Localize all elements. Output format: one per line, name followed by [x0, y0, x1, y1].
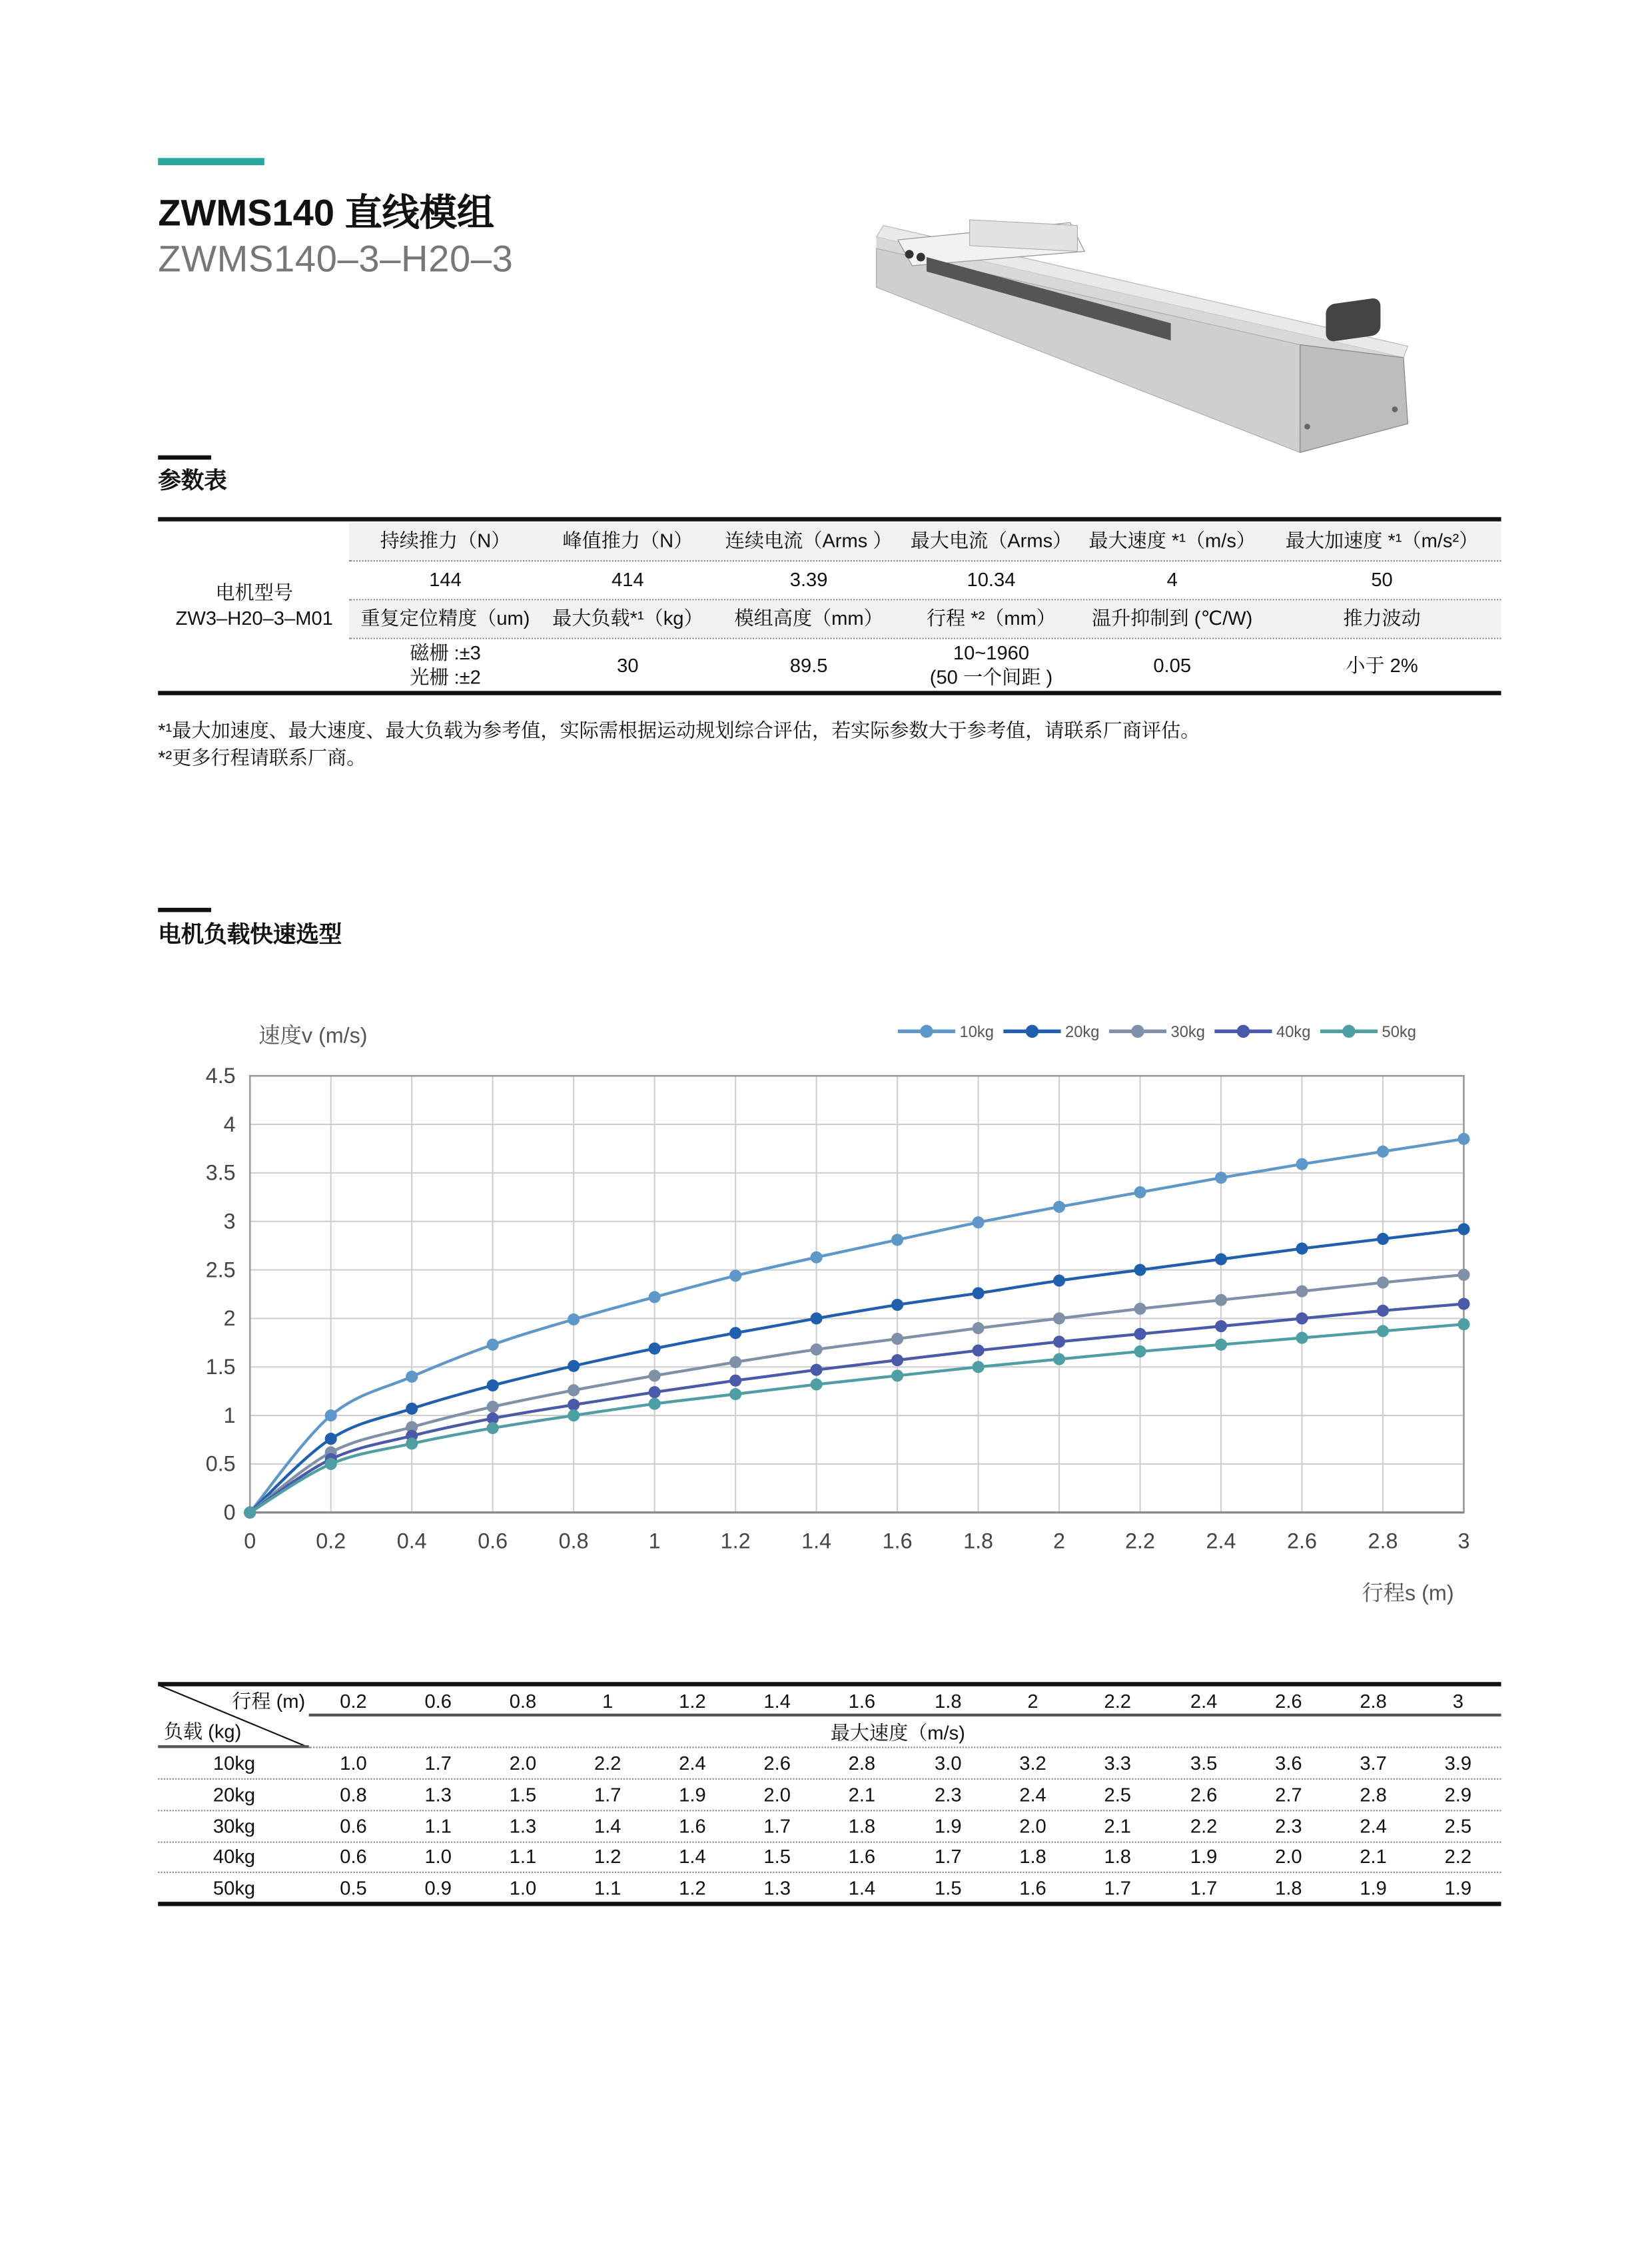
speed-value: 3.7: [1360, 1752, 1387, 1774]
data-point-10kg: [811, 1252, 823, 1264]
section-bar: [158, 908, 211, 912]
param-value: 0.05: [1153, 655, 1192, 677]
data-point-10kg: [649, 1291, 661, 1303]
data-point-10kg: [973, 1216, 985, 1228]
speed-value: 2.5: [1104, 1784, 1132, 1806]
legend-label: 30kg: [1170, 1023, 1205, 1041]
speed-value: 2.0: [1019, 1815, 1046, 1838]
speed-value: 0.8: [340, 1784, 367, 1806]
accent-bar: [158, 158, 264, 165]
data-point-10kg: [1134, 1186, 1146, 1198]
data-point-20kg: [487, 1379, 499, 1391]
data-point-20kg: [649, 1343, 661, 1355]
stroke-value: 1.4: [763, 1690, 791, 1712]
table-top-rule: [158, 517, 1501, 521]
speed-value: 0.5: [340, 1877, 367, 1899]
speed-value: 1.8: [1104, 1846, 1132, 1868]
speed-value: 1.7: [1104, 1877, 1132, 1899]
speed-value: 3.0: [935, 1752, 962, 1774]
param-value: 89.5: [789, 655, 828, 677]
data-point-30kg: [891, 1333, 903, 1345]
param-value: 4: [1166, 568, 1178, 591]
data-point-40kg: [1053, 1335, 1065, 1347]
load-label: 20kg: [212, 1784, 256, 1806]
y-tick-label: 2.5: [205, 1258, 236, 1282]
footnote-1: *¹最大加速度、最大速度、最大负载为参考值，实际需根据运动规划综合评估，若实际参数大于参考值，请联系厂商评估。: [158, 719, 1200, 741]
speed-value: 1.7: [935, 1846, 962, 1868]
speed-value: 1.3: [509, 1815, 537, 1838]
y-tick-label: 1.5: [205, 1355, 236, 1379]
y-tick-label: 4.5: [205, 1064, 236, 1088]
speed-value: 2.0: [763, 1784, 791, 1806]
data-point-20kg: [1296, 1242, 1308, 1254]
speed-value: 1.8: [1275, 1877, 1302, 1899]
data-point-30kg: [1215, 1294, 1227, 1306]
speed-value: 2.4: [1019, 1784, 1046, 1806]
x-tick-label: 0: [244, 1529, 256, 1553]
stroke-value: 2: [1027, 1690, 1038, 1712]
motor-label: 电机型号: [215, 581, 293, 603]
speed-value: 2.1: [1360, 1846, 1387, 1868]
data-point-50kg: [649, 1398, 661, 1410]
speed-value: 2.4: [1360, 1815, 1387, 1838]
param-value: 3.39: [789, 568, 828, 591]
x-tick-label: 1: [648, 1529, 661, 1553]
speed-value: 1.6: [1019, 1877, 1046, 1899]
speed-value: 2.8: [848, 1752, 876, 1774]
data-point-50kg: [891, 1369, 903, 1381]
x-tick-label: 0.8: [558, 1529, 589, 1553]
speed-value: 1.9: [1360, 1877, 1387, 1899]
model-subtitle: ZWMS140–3–H20–3: [158, 236, 514, 280]
data-point-30kg: [973, 1322, 985, 1334]
y-axis-label: 速度v (m/s): [258, 1023, 368, 1048]
speed-value: 1.9: [1444, 1877, 1472, 1899]
param-header: 峰值推力（N）: [562, 530, 693, 552]
data-point-20kg: [325, 1433, 337, 1445]
data-point-10kg: [1377, 1146, 1389, 1158]
speed-value: 1.7: [763, 1815, 791, 1838]
data-point-30kg: [568, 1384, 580, 1396]
load-label: 10kg: [212, 1752, 256, 1774]
stroke-value: 1.8: [935, 1690, 962, 1712]
x-tick-label: 2.8: [1368, 1529, 1398, 1553]
stroke-value: 2.8: [1360, 1690, 1387, 1712]
param-header: 连续电流（Arms ）: [725, 530, 893, 552]
data-point-20kg: [568, 1360, 580, 1372]
param-header: 推力波动: [1343, 607, 1421, 629]
speed-value: 1.2: [679, 1877, 706, 1899]
divider: [158, 1872, 1501, 1873]
data-point-50kg: [1296, 1332, 1308, 1344]
data-point-50kg: [1134, 1345, 1146, 1357]
speed-value: 1.4: [848, 1877, 876, 1899]
data-point-10kg: [487, 1339, 499, 1351]
data-point-50kg: [1053, 1353, 1065, 1365]
data-point-40kg: [729, 1375, 741, 1387]
data-point-40kg: [811, 1364, 823, 1376]
motor-model: ZW3–H20–3–M01: [175, 607, 333, 629]
speed-value: 1.7: [594, 1784, 621, 1806]
series-line-10kg: [250, 1139, 1463, 1513]
speed-value: 3.9: [1444, 1752, 1472, 1774]
data-point-50kg: [325, 1458, 337, 1470]
legend-label: 50kg: [1382, 1023, 1416, 1041]
divider: [158, 1810, 1501, 1811]
speed-value: 1.6: [679, 1815, 706, 1838]
data-point-50kg: [729, 1388, 741, 1400]
data-point-50kg: [811, 1378, 823, 1390]
speed-value: 2.5: [1444, 1815, 1472, 1838]
series-line-40kg: [250, 1304, 1463, 1513]
data-point-30kg: [1053, 1312, 1065, 1324]
x-tick-label: 1.4: [801, 1529, 832, 1553]
divider: [158, 1778, 1501, 1780]
speed-value: 2.6: [763, 1752, 791, 1774]
y-tick-label: 0: [223, 1500, 236, 1525]
y-tick-label: 3.5: [205, 1160, 236, 1185]
speed-value: 1.0: [509, 1877, 537, 1899]
data-point-40kg: [568, 1399, 580, 1411]
speed-value: 2.2: [1444, 1846, 1472, 1868]
data-point-40kg: [1134, 1328, 1146, 1340]
x-tick-label: 0.6: [478, 1529, 508, 1553]
y-tick-label: 3: [223, 1209, 236, 1234]
x-tick-label: 2: [1053, 1529, 1066, 1553]
x-tick-label: 0.2: [316, 1529, 346, 1553]
stroke-value: 2.6: [1275, 1690, 1302, 1712]
speed-value: 0.6: [340, 1846, 367, 1868]
data-point-30kg: [487, 1401, 499, 1413]
speed-value: 1.9: [679, 1784, 706, 1806]
stroke-value: 3: [1452, 1690, 1463, 1712]
data-point-20kg: [811, 1312, 823, 1324]
data-point-50kg: [487, 1422, 499, 1434]
speed-value: 2.1: [1104, 1815, 1132, 1838]
data-point-50kg: [1457, 1318, 1469, 1330]
speed-value: 3.5: [1190, 1752, 1218, 1774]
y-tick-label: 1: [223, 1403, 236, 1427]
data-point-10kg: [729, 1270, 741, 1282]
legend-marker-40kg: [1237, 1025, 1250, 1038]
speed-value: 1.3: [424, 1784, 452, 1806]
data-point-40kg: [1296, 1312, 1308, 1324]
speed-value: 2.8: [1360, 1784, 1387, 1806]
param-value: (50 一个间距 ): [929, 666, 1053, 688]
x-tick-label: 1.6: [882, 1529, 913, 1553]
data-point-30kg: [1457, 1269, 1469, 1281]
speed-value: 1.4: [679, 1846, 706, 1868]
data-point-40kg: [1377, 1305, 1389, 1317]
table-bottom-rule: [158, 691, 1501, 695]
data-point-10kg: [1053, 1201, 1065, 1213]
param-value: 50: [1371, 568, 1393, 591]
speed-value: 2.1: [848, 1784, 876, 1806]
legend-marker-50kg: [1342, 1025, 1355, 1038]
x-tick-label: 2.4: [1206, 1529, 1236, 1553]
stroke-value: 0.6: [424, 1690, 452, 1712]
y-tick-label: 4: [223, 1112, 236, 1136]
speed-value: 3.2: [1019, 1752, 1046, 1774]
table-bottom-rule: [158, 1902, 1501, 1906]
stroke-value: 0.8: [509, 1690, 537, 1712]
data-point-50kg: [973, 1361, 985, 1373]
data-point-20kg: [1457, 1223, 1469, 1235]
speed-value: 2.3: [1275, 1815, 1302, 1838]
data-point-20kg: [729, 1327, 741, 1339]
data-point-50kg: [1377, 1325, 1389, 1337]
legend-marker-20kg: [1026, 1025, 1038, 1038]
speed-stroke-chart: [144, 991, 1523, 1623]
param-header: 温升抑制到 (℃/W): [1092, 607, 1253, 629]
x-tick-label: 1.8: [963, 1529, 994, 1553]
data-point-20kg: [406, 1403, 418, 1415]
param-value: 10~1960: [953, 641, 1030, 664]
table-top-rule: [158, 1682, 1501, 1686]
stroke-value: 1.2: [679, 1690, 706, 1712]
series-line-20kg: [250, 1229, 1463, 1512]
speed-value: 2.9: [1444, 1784, 1472, 1806]
speed-value: 2.4: [679, 1752, 706, 1774]
stroke-value: 1: [602, 1690, 614, 1712]
data-point-20kg: [973, 1287, 985, 1299]
speed-value: 2.0: [509, 1752, 537, 1774]
speed-value: 1.7: [424, 1752, 452, 1774]
data-point-20kg: [891, 1299, 903, 1311]
params-section-title: 参数表: [158, 470, 227, 494]
section-bar: [158, 456, 211, 460]
footnote-2: *²更多行程请联系厂商。: [158, 747, 366, 769]
y-tick-label: 2: [223, 1306, 236, 1331]
param-header: 模组高度（mm）: [734, 607, 883, 629]
speed-value: 1.5: [509, 1784, 537, 1806]
data-point-10kg: [568, 1313, 580, 1325]
data-point-30kg: [729, 1356, 741, 1368]
speed-value: 0.9: [424, 1877, 452, 1899]
param-value: 30: [617, 655, 639, 677]
param-header: 持续推力（N）: [380, 530, 511, 552]
data-point-10kg: [891, 1234, 903, 1246]
speed-value: 2.0: [1275, 1846, 1302, 1868]
data-point-20kg: [1377, 1233, 1389, 1245]
data-point-10kg: [325, 1409, 337, 1421]
speed-value: 1.5: [763, 1846, 791, 1868]
speed-value: 2.7: [1275, 1784, 1302, 1806]
data-point-10kg: [1296, 1158, 1308, 1170]
param-value: 光栅 :±2: [410, 666, 481, 688]
legend-marker-30kg: [1131, 1025, 1144, 1038]
speed-value: 1.8: [848, 1815, 876, 1838]
data-point-40kg: [891, 1354, 903, 1366]
speed-value: 1.0: [340, 1752, 367, 1774]
param-header: 最大电流（Arms）: [910, 530, 1072, 552]
speed-value: 1.1: [509, 1846, 537, 1868]
series-line-50kg: [250, 1324, 1463, 1513]
load-label: 30kg: [212, 1815, 256, 1838]
speed-value: 2.3: [935, 1784, 962, 1806]
speed-value: 3.6: [1275, 1752, 1302, 1774]
param-header: 最大负载*¹（kg）: [552, 607, 703, 629]
data-point-40kg: [649, 1386, 661, 1398]
param-header: 最大加速度 *¹（m/s²）: [1285, 530, 1479, 552]
load-label: 50kg: [212, 1877, 256, 1899]
param-header: 行程 *²（mm）: [926, 607, 1056, 629]
legend-marker-10kg: [920, 1025, 933, 1038]
speed-value: 2.6: [1190, 1784, 1218, 1806]
legend-label: 20kg: [1065, 1023, 1100, 1041]
x-tick-label: 2.6: [1287, 1529, 1317, 1553]
divider: [349, 560, 1501, 561]
speed-value: 3.3: [1104, 1752, 1132, 1774]
linear-module-product-image: [869, 208, 1422, 460]
data-point-10kg: [1215, 1172, 1227, 1184]
data-point-20kg: [1053, 1275, 1065, 1287]
data-point-30kg: [649, 1369, 661, 1381]
speed-value: 1.0: [424, 1846, 452, 1868]
speed-value: 1.8: [1019, 1846, 1046, 1868]
param-value: 磁栅 :±3: [410, 641, 481, 664]
divider: [158, 1842, 1501, 1843]
x-tick-label: 0.4: [396, 1529, 427, 1553]
param-value: 414: [612, 568, 644, 591]
data-point-30kg: [1296, 1286, 1308, 1298]
data-point-40kg: [1215, 1320, 1227, 1332]
speed-value: 0.6: [340, 1815, 367, 1838]
data-point-30kg: [1134, 1303, 1146, 1315]
speed-value: 1.1: [424, 1815, 452, 1838]
header-rule: [158, 1745, 308, 1748]
data-point-50kg: [1215, 1339, 1227, 1351]
param-header: 重复定位精度（um): [360, 607, 530, 629]
x-axis-label: 行程s (m): [1362, 1581, 1454, 1605]
data-point-40kg: [973, 1344, 985, 1356]
speed-value: 1.7: [1190, 1877, 1218, 1899]
x-tick-label: 1.2: [720, 1529, 751, 1553]
load-label: 40kg: [212, 1846, 256, 1868]
speed-value: 1.3: [763, 1877, 791, 1899]
data-point-10kg: [406, 1371, 418, 1383]
speed-value: 2.2: [594, 1752, 621, 1774]
load-header: 负载 (kg): [163, 1720, 242, 1742]
data-point-50kg: [406, 1437, 418, 1449]
y-tick-label: 0.5: [205, 1451, 236, 1476]
stroke-value: 2.2: [1104, 1690, 1132, 1712]
stroke-value: 2.4: [1190, 1690, 1218, 1712]
speed-value: 1.1: [594, 1877, 621, 1899]
unit-header: 最大速度（m/s): [830, 1722, 965, 1744]
speed-value: 1.4: [594, 1815, 621, 1838]
x-tick-label: 3: [1457, 1529, 1470, 1553]
data-point-50kg: [568, 1409, 580, 1421]
speed-value: 1.9: [1190, 1846, 1218, 1868]
legend-label: 40kg: [1276, 1023, 1311, 1041]
x-tick-label: 2.2: [1125, 1529, 1156, 1553]
page-title: ZWMS140 直线模组: [158, 190, 494, 234]
stroke-value: 1.6: [848, 1690, 876, 1712]
data-point-20kg: [1215, 1254, 1227, 1266]
stroke-value: 0.2: [340, 1690, 367, 1712]
speed-value: 2.2: [1190, 1815, 1218, 1838]
param-value: 10.34: [967, 568, 1016, 591]
divider: [349, 637, 1501, 639]
divider: [309, 1746, 1501, 1748]
data-point-30kg: [1377, 1276, 1389, 1288]
data-point-50kg: [244, 1507, 256, 1519]
param-header: 最大速度 *¹（m/s）: [1088, 530, 1256, 552]
data-point-20kg: [1134, 1264, 1146, 1276]
speed-value: 1.9: [935, 1815, 962, 1838]
speed-value: 1.6: [848, 1846, 876, 1868]
data-point-10kg: [1457, 1133, 1469, 1145]
stroke-header: 行程 (m): [232, 1690, 306, 1712]
param-value: 144: [429, 568, 462, 591]
legend-label: 10kg: [959, 1023, 994, 1041]
speed-value: 1.2: [594, 1846, 621, 1868]
data-point-40kg: [1457, 1298, 1469, 1310]
selection-section-title: 电机负载快速选型: [158, 923, 342, 948]
speed-value: 1.5: [935, 1877, 962, 1899]
data-point-30kg: [811, 1343, 823, 1355]
header-rule: [309, 1714, 1501, 1716]
param-value: 小于 2%: [1346, 655, 1418, 677]
